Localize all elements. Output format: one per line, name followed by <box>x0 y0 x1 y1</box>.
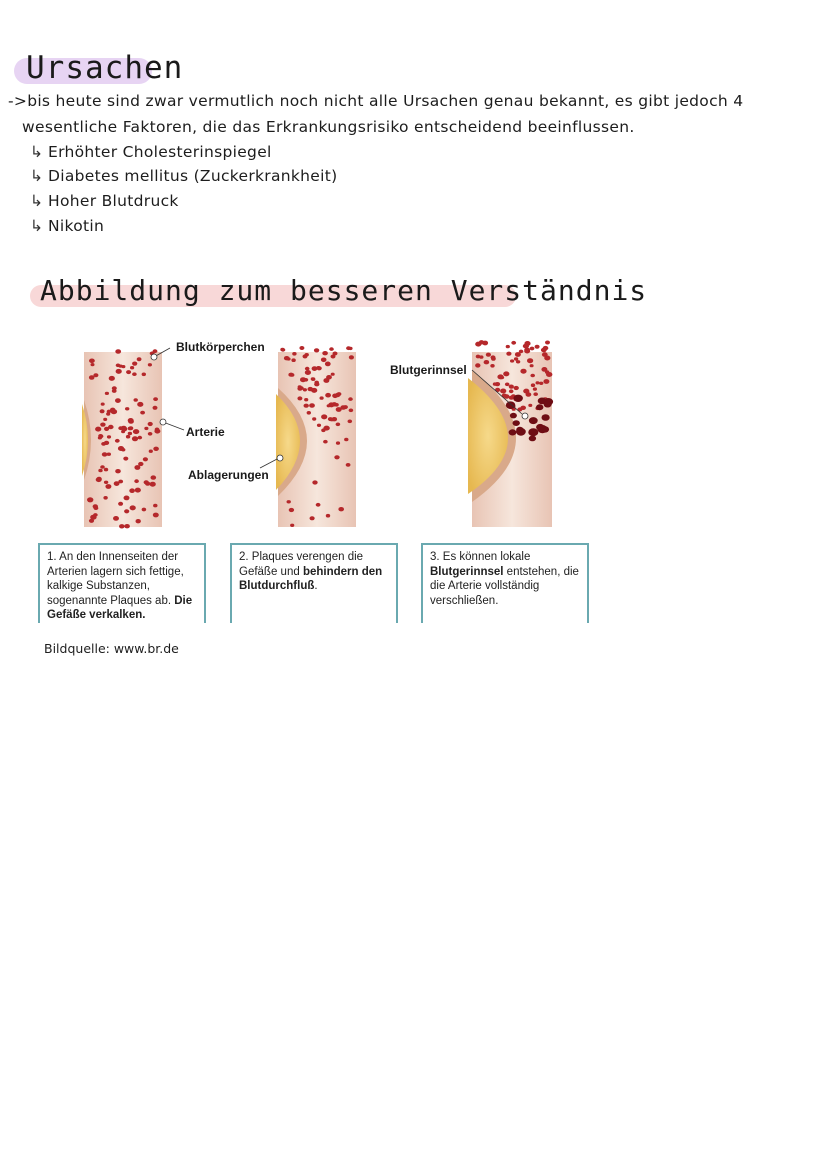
section-title-ursachen: Ursachen <box>26 50 184 86</box>
blood-cell <box>349 355 354 359</box>
blood-cell <box>544 401 552 407</box>
blood-cell <box>289 373 294 377</box>
hook-arrow-icon: ↳ <box>30 217 44 235</box>
blood-cell <box>336 423 341 427</box>
blood-cell <box>338 507 344 511</box>
blood-cell <box>132 372 137 376</box>
blood-cell <box>314 382 319 386</box>
blood-cell <box>104 441 109 445</box>
blood-cell <box>321 429 325 433</box>
blood-cell <box>130 366 134 369</box>
blood-cell <box>114 481 120 486</box>
blood-cell <box>349 409 354 413</box>
blood-cell <box>344 438 348 442</box>
blood-cell <box>535 345 540 349</box>
blood-cell <box>312 417 316 420</box>
blood-cell <box>303 354 308 358</box>
blood-cell <box>116 364 121 368</box>
blood-cell <box>153 513 159 518</box>
blood-cell <box>331 373 335 376</box>
image-source: Bildquelle: www.br.de <box>44 641 179 656</box>
blood-cell <box>287 500 291 503</box>
blood-cell <box>311 377 315 380</box>
blood-cell <box>543 379 549 384</box>
blood-cell <box>290 524 294 527</box>
blood-cell <box>93 513 98 517</box>
blood-cell <box>326 514 330 518</box>
hook-arrow-icon: ↳ <box>30 143 44 161</box>
blood-cell <box>138 436 143 440</box>
blood-cell <box>95 427 101 432</box>
blood-cell <box>514 395 523 402</box>
blood-cell <box>132 362 137 366</box>
blood-cell <box>510 413 517 419</box>
blood-cell <box>497 374 503 379</box>
blood-cell <box>134 398 138 402</box>
blood-cell <box>142 508 147 512</box>
blood-cell <box>115 469 121 473</box>
atherosclerosis-illustration <box>60 330 620 540</box>
blood-cell <box>104 468 108 472</box>
blood-cell <box>320 396 324 399</box>
blood-cell <box>307 411 311 415</box>
blood-cell <box>304 398 308 401</box>
blood-cell <box>98 434 103 438</box>
blood-cell <box>124 509 129 513</box>
blood-cell <box>153 397 158 401</box>
blood-cell <box>317 366 322 370</box>
blood-cell <box>100 465 105 469</box>
blood-cell <box>312 366 318 371</box>
blood-cell <box>115 439 120 443</box>
blood-cell <box>509 396 514 400</box>
blood-cell <box>475 363 480 367</box>
blood-cell <box>93 373 98 377</box>
blood-cell <box>528 428 538 436</box>
blood-cell <box>100 423 105 427</box>
list-item: ↳ Nikotin <box>30 217 105 235</box>
blood-cell <box>304 404 309 408</box>
blood-cell <box>325 393 331 398</box>
intro-line-2 <box>22 118 635 136</box>
blood-cell <box>137 402 143 407</box>
blood-cell <box>506 352 511 356</box>
list-item: ↳ Diabetes mellitus (Zuckerkrankheit) <box>30 167 338 185</box>
blood-cell <box>310 516 315 520</box>
blood-cell <box>309 403 315 408</box>
blood-cell <box>153 504 157 508</box>
blood-cell <box>292 352 296 356</box>
caption-stage-3: 3. Es können lokale Blutgerinnsel entstehen, die die Arterie vollständig verschließen. <box>421 543 589 623</box>
intro-text-2: wesentliche Faktoren, die das Erkrankungsrisiko entscheidend beeinflussen. <box>22 118 635 136</box>
blood-cell <box>321 414 327 419</box>
blood-cell <box>346 463 351 467</box>
blood-cell <box>516 428 526 436</box>
blood-cell <box>333 352 338 356</box>
blood-cell <box>148 432 153 436</box>
caption-stage-2: 2. Plaques verengen die Gefäße und behindern den Blutdurchfluß. <box>230 543 398 623</box>
label-blutkoerperchen: Blutkörperchen <box>176 340 265 354</box>
blood-cell <box>87 497 93 502</box>
list-item: ↳ Hoher Blutdruck <box>30 192 179 210</box>
intro-text-1: bis heute sind zwar vermutlich noch nicht alle Ursachen genau bekannt, es gibt jedoch 4 <box>27 92 744 110</box>
blood-cell <box>299 346 304 350</box>
blood-cell <box>539 382 543 385</box>
blood-cell <box>128 426 133 430</box>
blood-cell <box>140 411 145 415</box>
blood-cell <box>113 516 119 521</box>
blood-cell <box>348 420 353 424</box>
blood-cell <box>284 356 290 360</box>
blood-cell <box>511 341 516 345</box>
blood-cell <box>135 488 141 493</box>
blood-cell <box>529 436 536 442</box>
blood-cell <box>308 387 314 391</box>
blood-cell <box>348 347 352 350</box>
intro-line-1 <box>8 92 743 110</box>
blood-cell <box>109 376 115 381</box>
blood-cell <box>115 349 121 354</box>
blood-cell <box>312 480 317 484</box>
blood-cell <box>291 358 295 362</box>
blood-cell <box>107 435 111 438</box>
blood-cell <box>510 359 514 362</box>
blood-cell <box>132 436 138 441</box>
blood-cell <box>143 457 148 461</box>
hook-arrow-icon: ↳ <box>30 192 44 210</box>
blood-cell <box>105 484 111 489</box>
blood-cell <box>329 347 334 351</box>
blood-cell <box>505 383 510 387</box>
blood-cell <box>148 422 153 426</box>
blood-cell <box>537 425 547 433</box>
blood-cell <box>314 348 319 352</box>
blood-cell <box>111 409 117 414</box>
blood-cell <box>137 357 142 361</box>
blood-cell <box>536 404 543 410</box>
blood-cell <box>524 348 530 353</box>
blood-cell <box>130 505 136 510</box>
blood-cell <box>124 496 130 501</box>
blood-cell <box>89 519 94 523</box>
blood-cell <box>514 357 518 360</box>
blood-cell <box>486 353 491 357</box>
blood-cell <box>118 446 124 451</box>
blood-cell <box>121 365 125 368</box>
label-ablagerungen: Ablagerungen <box>188 468 269 482</box>
blood-cell <box>281 348 286 352</box>
blood-cell <box>327 404 331 407</box>
blood-cell <box>101 403 105 406</box>
blood-cell <box>126 435 130 439</box>
blood-cell <box>144 427 148 430</box>
blood-cell <box>323 440 328 444</box>
blood-cell <box>289 508 294 512</box>
blood-cell <box>134 479 139 483</box>
blood-cell <box>506 401 516 409</box>
blood-cell <box>513 420 520 426</box>
blood-cell <box>524 341 530 346</box>
blood-cell <box>118 502 123 506</box>
hook-arrow-icon: ↳ <box>30 167 44 185</box>
blood-cell <box>336 441 340 444</box>
blood-cell <box>105 392 109 395</box>
blood-cell <box>121 430 125 433</box>
blood-cell <box>340 405 346 410</box>
blood-cell <box>533 387 537 390</box>
blood-cell <box>116 369 122 374</box>
blood-cell <box>304 378 309 382</box>
list-item: ↳ Erhöhter Cholesterinspiegel <box>30 143 272 161</box>
blood-cell <box>506 345 510 348</box>
blood-cell <box>334 455 339 459</box>
blood-cell <box>128 432 132 435</box>
blood-cell <box>491 355 496 359</box>
blood-cell <box>297 396 302 400</box>
blood-cell <box>108 425 114 429</box>
blood-cell <box>103 418 107 421</box>
blood-cell <box>150 482 156 487</box>
blood-cell <box>148 363 152 366</box>
blood-cell <box>317 424 321 427</box>
blood-cell <box>530 347 535 351</box>
blood-cell <box>322 351 328 355</box>
blood-cell <box>133 429 139 434</box>
blood-cell <box>348 397 353 401</box>
label-blutgerinnsel: Blutgerinnsel <box>390 363 467 377</box>
blood-cell <box>325 362 331 367</box>
blood-cell <box>337 392 342 396</box>
arrow-icon: -> <box>8 92 28 110</box>
blood-cell <box>305 367 310 371</box>
blood-cell <box>316 503 321 507</box>
blood-cell <box>321 358 327 363</box>
blood-cell <box>142 373 146 377</box>
blood-cell <box>91 363 95 366</box>
label-arterie: Arterie <box>186 425 225 439</box>
blood-cell <box>330 418 335 422</box>
blood-cell <box>545 341 550 345</box>
blood-cell <box>128 418 134 423</box>
blood-cell <box>479 355 483 358</box>
blood-cell <box>134 465 140 470</box>
blood-cell <box>514 386 519 390</box>
blood-cell <box>530 374 535 378</box>
section-title-abbildung: Abbildung zum besseren Verständnis <box>40 274 648 307</box>
blood-cell <box>103 496 107 500</box>
blood-cell <box>509 429 517 435</box>
blood-cell <box>151 475 157 479</box>
blood-cell <box>104 481 108 484</box>
blood-cell <box>123 457 128 461</box>
blood-cell <box>112 389 117 393</box>
blood-cell <box>124 524 130 528</box>
blood-cell <box>490 364 494 368</box>
blood-cell <box>153 406 158 410</box>
blood-cell <box>533 392 538 396</box>
blood-cell <box>323 378 329 383</box>
blood-cell <box>98 469 102 473</box>
blood-cell <box>100 409 105 413</box>
blood-cell <box>493 382 497 385</box>
blood-cell <box>528 404 532 407</box>
blood-cell <box>89 359 95 364</box>
blood-cell <box>523 389 529 394</box>
blood-cell <box>509 389 514 393</box>
blood-cell <box>136 519 141 523</box>
blood-cell <box>546 372 552 377</box>
blood-cell <box>544 356 550 361</box>
vessel-stage-3 <box>468 352 552 527</box>
blood-cell <box>154 429 160 434</box>
blood-cell <box>536 381 540 384</box>
blood-cell <box>126 370 131 374</box>
blood-cell <box>530 364 534 367</box>
blood-cell <box>475 342 481 347</box>
blood-cell <box>305 370 311 375</box>
blood-cell <box>149 450 153 453</box>
blood-cell <box>542 414 550 421</box>
blood-cell <box>527 358 533 363</box>
blood-cell <box>102 452 108 456</box>
blood-cell <box>303 388 307 391</box>
blood-cell <box>531 383 535 387</box>
caption-stage-1: 1. An den Innenseiten der Arterien lagern sich fettige, kalkige Substanzen, sogenannte Plaques ab. Die Gefäße verkalken. <box>38 543 206 623</box>
blood-cell <box>96 477 101 481</box>
blood-cell <box>125 407 129 410</box>
blood-cell <box>500 389 506 394</box>
blood-cell <box>153 447 159 451</box>
blood-cell <box>509 385 514 389</box>
blood-cell <box>543 346 549 350</box>
blood-cell <box>145 482 150 486</box>
blood-cell <box>332 402 337 406</box>
blood-cell <box>129 488 135 493</box>
blood-cell <box>94 506 99 510</box>
blood-cell <box>119 524 125 528</box>
blood-cell <box>115 398 121 403</box>
blood-cell <box>529 417 538 424</box>
blood-cell <box>519 350 524 354</box>
blood-cell <box>520 369 526 374</box>
blood-cell <box>503 371 509 376</box>
blood-cell <box>484 360 490 364</box>
